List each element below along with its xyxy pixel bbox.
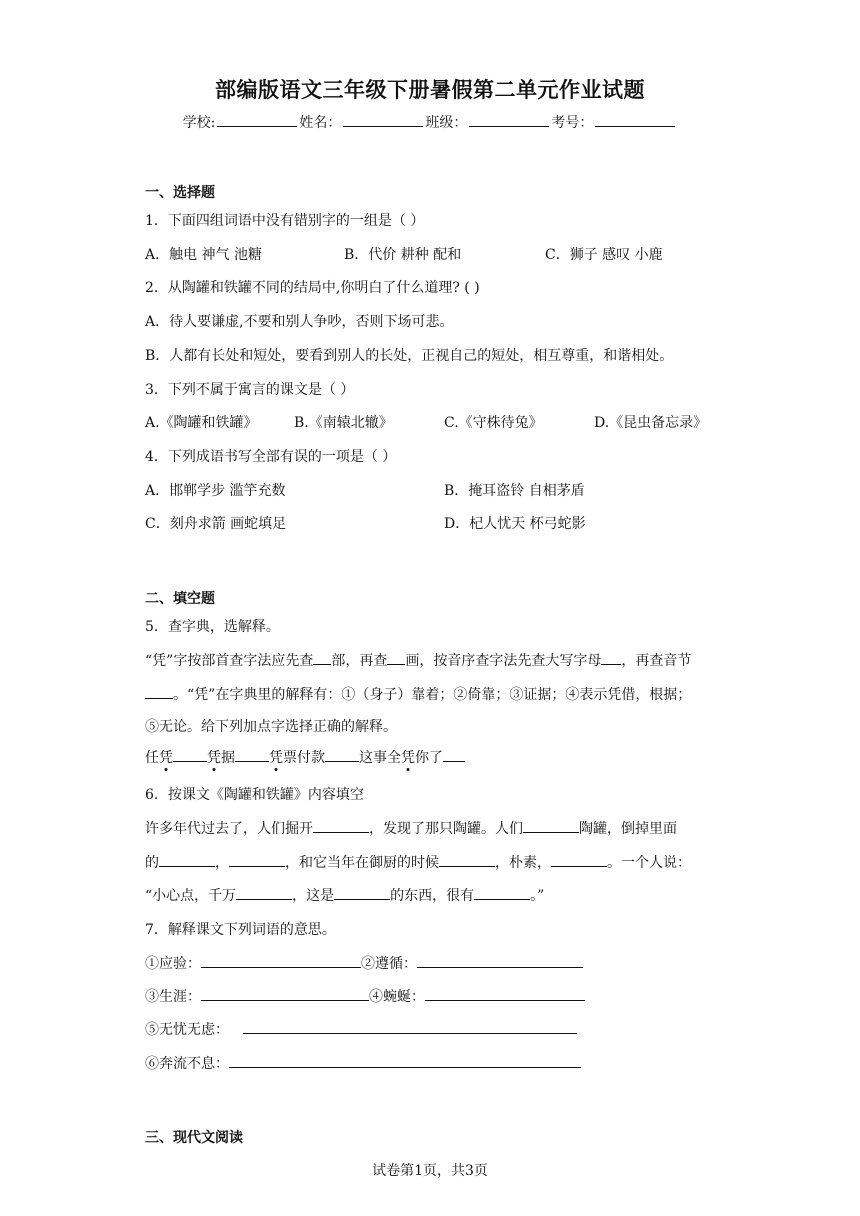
q6-line-3	[145, 885, 544, 905]
q5-line-1	[145, 650, 691, 670]
q4-option-a[interactable]: A．邯郸学步 滥竽充数	[145, 483, 286, 499]
q7-blank-4[interactable]	[425, 986, 585, 1001]
q3-stem: 3．下列不属于寓言的课文是（ ）	[145, 382, 355, 398]
q7-term: ⑥奔流不息：	[145, 1056, 229, 1072]
q5-line-4	[145, 747, 465, 767]
q6-text: ，这是	[292, 888, 335, 904]
q5-word: 票付款	[283, 750, 325, 766]
q6-blank-4[interactable]	[229, 852, 285, 867]
student-info-line	[0, 112, 860, 132]
q2-stem: 2．从陶罐和铁罐不同的结局中,你明白了什么道理? ( )	[145, 280, 480, 296]
q3-option-a[interactable]: A.《陶罐和铁罐》	[145, 415, 258, 431]
q7-blank-6[interactable]	[229, 1053, 581, 1068]
school-blank[interactable]	[217, 112, 297, 127]
q5-stem: 5．查字典，选解释。	[145, 619, 280, 635]
q5-dotted-char: 凭	[269, 750, 283, 766]
q5-blank-letter[interactable]	[601, 650, 621, 665]
q2-option-a[interactable]: A．待人要谦虚,不要和别人争吵，否则下场可悲。	[145, 314, 454, 330]
q7-term: ⑤无忧无虑：	[145, 1022, 229, 1038]
q6-text: ，朴素，	[495, 855, 551, 871]
q5-line-3: ⑤无论。给下列加点字选择正确的解释。	[145, 719, 397, 735]
q3-option-c[interactable]: C.《守株待兔》	[444, 415, 543, 431]
q6-text: ，发现了那只陶罐。人们	[369, 821, 523, 837]
section-3-heading: 三、现代文阅读	[145, 1130, 243, 1146]
name-label: 姓名：	[299, 115, 342, 131]
page-title: 部编版语文三年级下册暑假第二单元作业试题	[215, 78, 645, 102]
q6-blank-9[interactable]	[474, 885, 530, 900]
q2-option-b[interactable]: B．人都有长处和短处，要看到别人的长处，正视自己的短处，相互尊重，和谐相处。	[145, 348, 674, 364]
class-blank[interactable]	[469, 112, 549, 127]
q5-dotted-char: 凭	[401, 750, 415, 766]
q4-option-c[interactable]: C．刻舟求箭 画蛇填足	[145, 516, 287, 532]
q6-blank-8[interactable]	[334, 885, 390, 900]
q6-text: ，	[215, 855, 229, 871]
q3-option-b[interactable]: B.《南辕北辙》	[294, 415, 393, 431]
q6-blank-6[interactable]	[551, 852, 607, 867]
q5-text: “凭”字按部首查字法应先查	[145, 653, 314, 669]
q1-option-c[interactable]: C．狮子 感叹 小鹿	[545, 247, 663, 263]
q7-term: ②遵循：	[361, 956, 417, 972]
q6-text: 的东西，很有	[390, 888, 475, 904]
q5-word: 你了	[415, 750, 443, 766]
name-blank[interactable]	[343, 112, 423, 127]
q1-stem: 1．下面四组词语中没有错别字的一组是（ ）	[145, 213, 425, 229]
q7-line-4	[145, 1053, 581, 1073]
q5-word: 据	[221, 750, 235, 766]
q5-text: 画，按音序查字法先查大写字母	[405, 653, 602, 669]
q5-blank-strokes[interactable]	[387, 650, 405, 665]
q7-stem: 7．解释课文下列词语的意思。	[145, 922, 336, 938]
q5-word: 任	[145, 750, 159, 766]
q5-blank-word-1[interactable]	[173, 747, 207, 762]
page-footer: 试卷第1页，共3页	[372, 1163, 488, 1179]
q4-option-d[interactable]: D．杞人忧天 杯弓蛇影	[444, 516, 586, 532]
exam-no-label: 考号：	[551, 115, 594, 131]
q6-blank-3[interactable]	[159, 852, 215, 867]
q6-line-1	[145, 818, 677, 838]
q5-text: 。“凭”在字典里的解释有：①（身子）靠着；②倚靠；③证据；④表示凭借，根据；	[173, 687, 692, 703]
q1-option-b[interactable]: B．代价 耕种 配和	[344, 247, 462, 263]
q7-line-1	[145, 953, 583, 973]
q5-word: 这事全	[359, 750, 401, 766]
q6-text: 陶罐，倒掉里面	[579, 821, 677, 837]
q4-stem: 4．下列成语书写全部有误的一项是（ ）	[145, 449, 397, 465]
class-label: 班级：	[425, 115, 468, 131]
q6-text: “小心点，千万	[145, 888, 237, 904]
q7-term: ③生涯：	[145, 989, 201, 1005]
q6-line-2	[145, 852, 691, 872]
q5-blank-word-3[interactable]	[325, 747, 359, 762]
q5-dotted-char: 凭	[159, 750, 173, 766]
q6-blank-1[interactable]	[313, 818, 369, 833]
q7-term: ①应验：	[145, 956, 201, 972]
q6-text: ，和它当年在御厨的时候	[285, 855, 439, 871]
q6-stem: 6．按课文《陶罐和铁罐》内容填空	[145, 787, 364, 803]
q5-line-2	[145, 684, 691, 704]
q5-blank-syllable[interactable]	[145, 684, 173, 699]
q6-text: 的	[145, 855, 159, 871]
q1-option-a[interactable]: A．触电 神气 池糖	[145, 247, 263, 263]
q4-option-b[interactable]: B．掩耳盗铃 自相茅盾	[444, 483, 585, 499]
section-2-heading: 二、填空题	[145, 591, 215, 607]
exam-no-blank[interactable]	[595, 112, 675, 127]
q5-blank-word-4[interactable]	[443, 747, 465, 762]
q7-line-2	[145, 986, 585, 1006]
q7-blank-3[interactable]	[201, 986, 369, 1001]
q6-blank-2[interactable]	[523, 818, 579, 833]
q5-blank-word-2[interactable]	[235, 747, 269, 762]
q6-text: 。一个人说：	[607, 855, 691, 871]
q5-blank-radical[interactable]	[313, 650, 331, 665]
q6-blank-5[interactable]	[439, 852, 495, 867]
q3-option-d[interactable]: D.《昆虫备忘录》	[594, 415, 708, 431]
q5-text: 部，再查	[331, 653, 388, 669]
q7-blank-2[interactable]	[417, 953, 583, 968]
q7-blank-5[interactable]	[243, 1019, 577, 1034]
section-1-heading: 一、选择题	[145, 185, 215, 201]
q6-blank-7[interactable]	[236, 885, 292, 900]
q7-line-3	[145, 1019, 577, 1039]
q6-text: 。”	[530, 888, 545, 904]
school-label: 学校:	[182, 115, 216, 131]
q6-text: 许多年代过去了，人们掘开	[145, 821, 313, 837]
q7-blank-1[interactable]	[201, 953, 361, 968]
q5-text: ，再查音节	[621, 653, 692, 669]
q7-term: ④蜿蜒：	[369, 989, 425, 1005]
q5-dotted-char: 凭	[207, 750, 221, 766]
